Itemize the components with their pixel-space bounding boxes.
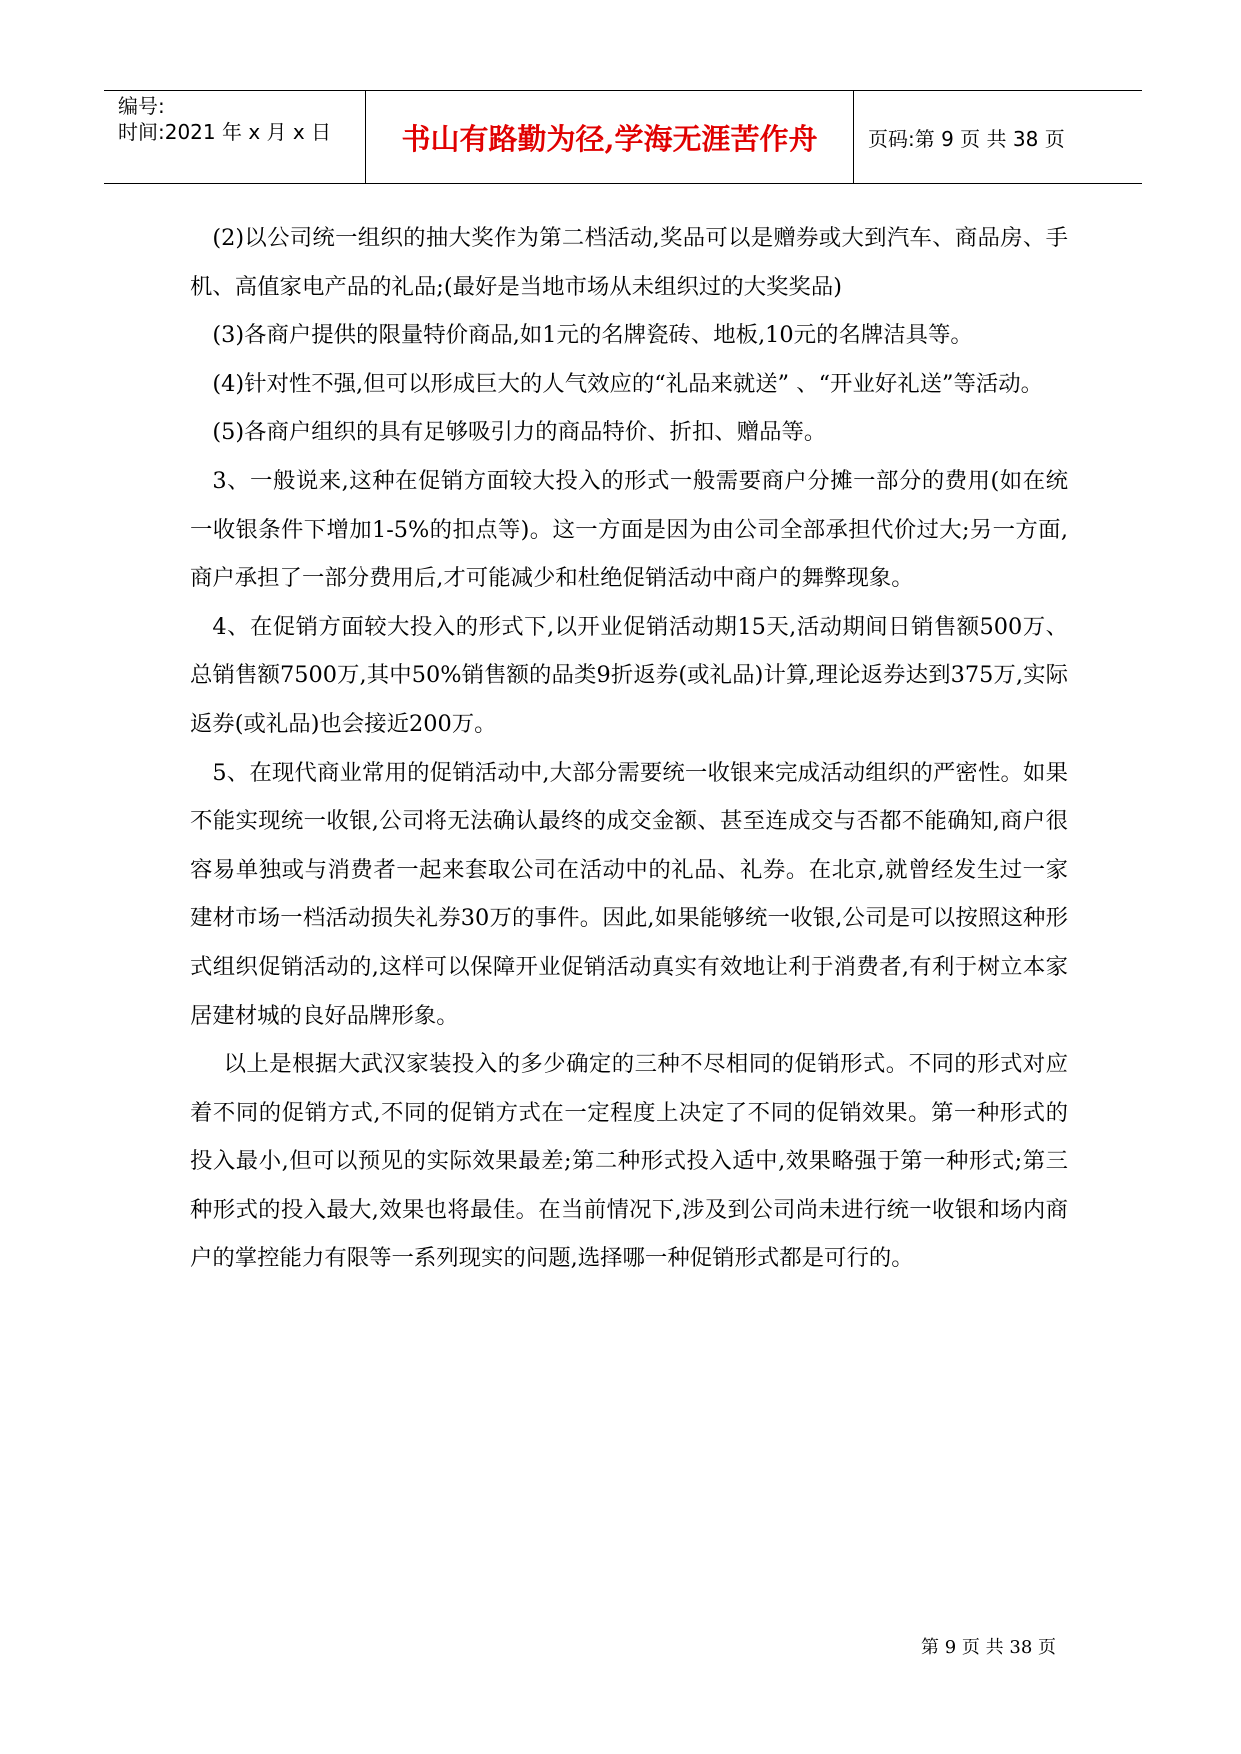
paragraph: (4)针对性不强,但可以形成巨大的人气效应的“礼品来就送” 、“开业好礼送”等活动。 — [212, 370, 1044, 397]
time-label: 时间:2021 年 x 月 x 日 — [118, 120, 332, 144]
document-body — [190, 214, 1068, 1283]
page-footer: 第 9 页 共 38 页 — [921, 1637, 1056, 1658]
header-meta — [104, 91, 366, 183]
paragraph: (5)各商户组织的具有足够吸引力的商品特价、折扣、赠品等。 — [212, 419, 827, 446]
page-header — [104, 90, 1142, 184]
paragraph: 3、一般说来,这种在促销方面较大投入的形式一般需要商户分摊一部分的费用(如在统一收银条件下增加1-5%的扣点等)。这一方面是因为由公司全部承担代价过大;另一方面,商户承担了一部分费用后,才可能减少和杜绝促销活动中商户的舞弊现象。 — [190, 467, 1068, 592]
paragraph: (3)各商户提供的限量特价商品,如1元的名牌瓷砖、地板,10元的名牌洁具等。 — [212, 322, 973, 349]
header-page-label: 页码:第 9 页 共 38 页 — [868, 126, 1065, 151]
paragraph: 5、在现代商业常用的促销活动中,大部分需要统一收银来完成活动组织的严密性。如果不能实现统一收银,公司将无法确认最终的成交金额、甚至连成交与否都不能确知,商户很容易单独或与消费者一起来套取公司在活动中的礼品、礼券。在北京,就曾经发生过一家建材市场一档活动损失礼券30万的事件。因此,如果能够统一收银,公司是可以按照这种形式组织促销活动的,这样可以保障开业促销活动真实有效地让利于消费者,有利于树立本家居建材城的良好品牌形象。 — [190, 759, 1068, 1029]
header-motto: 书山有路勤为径,学海无涯苦作舟 — [366, 91, 854, 183]
paragraph: (2)以公司统一组织的抽大奖作为第二档活动,奖品可以是赠券或大到汽车、商品房、手机、高值家电产品的礼品;(最好是当地市场从未组织过的大奖奖品) — [190, 225, 1068, 300]
paragraph: 4、在促销方面较大投入的形式下,以开业促销活动期15天,活动期间日销售额500万、总销售额7500万,其中50%销售额的品类9折返券(或礼品)计算,理论返券达到375万,实际返券(或礼品)也会接近200万。 — [190, 613, 1068, 737]
paragraph: 以上是根据大武汉家装投入的多少确定的三种不尽相同的促销形式。不同的形式对应着不同的促销方式,不同的促销方式在一定程度上决定了不同的促销效果。第一种形式的投入最小,但可以预见的实际效果最差;第二种形式投入适中,效果略强于第一种形式;第三种形式的投入最大,效果也将最佳。在当前情况下,涉及到公司尚未进行统一收银和场内商户的掌控能力有限等一系列现实的问题,选择哪一种促销形式都是可行的。 — [190, 1051, 1068, 1272]
number-label: 编号: — [118, 94, 165, 118]
